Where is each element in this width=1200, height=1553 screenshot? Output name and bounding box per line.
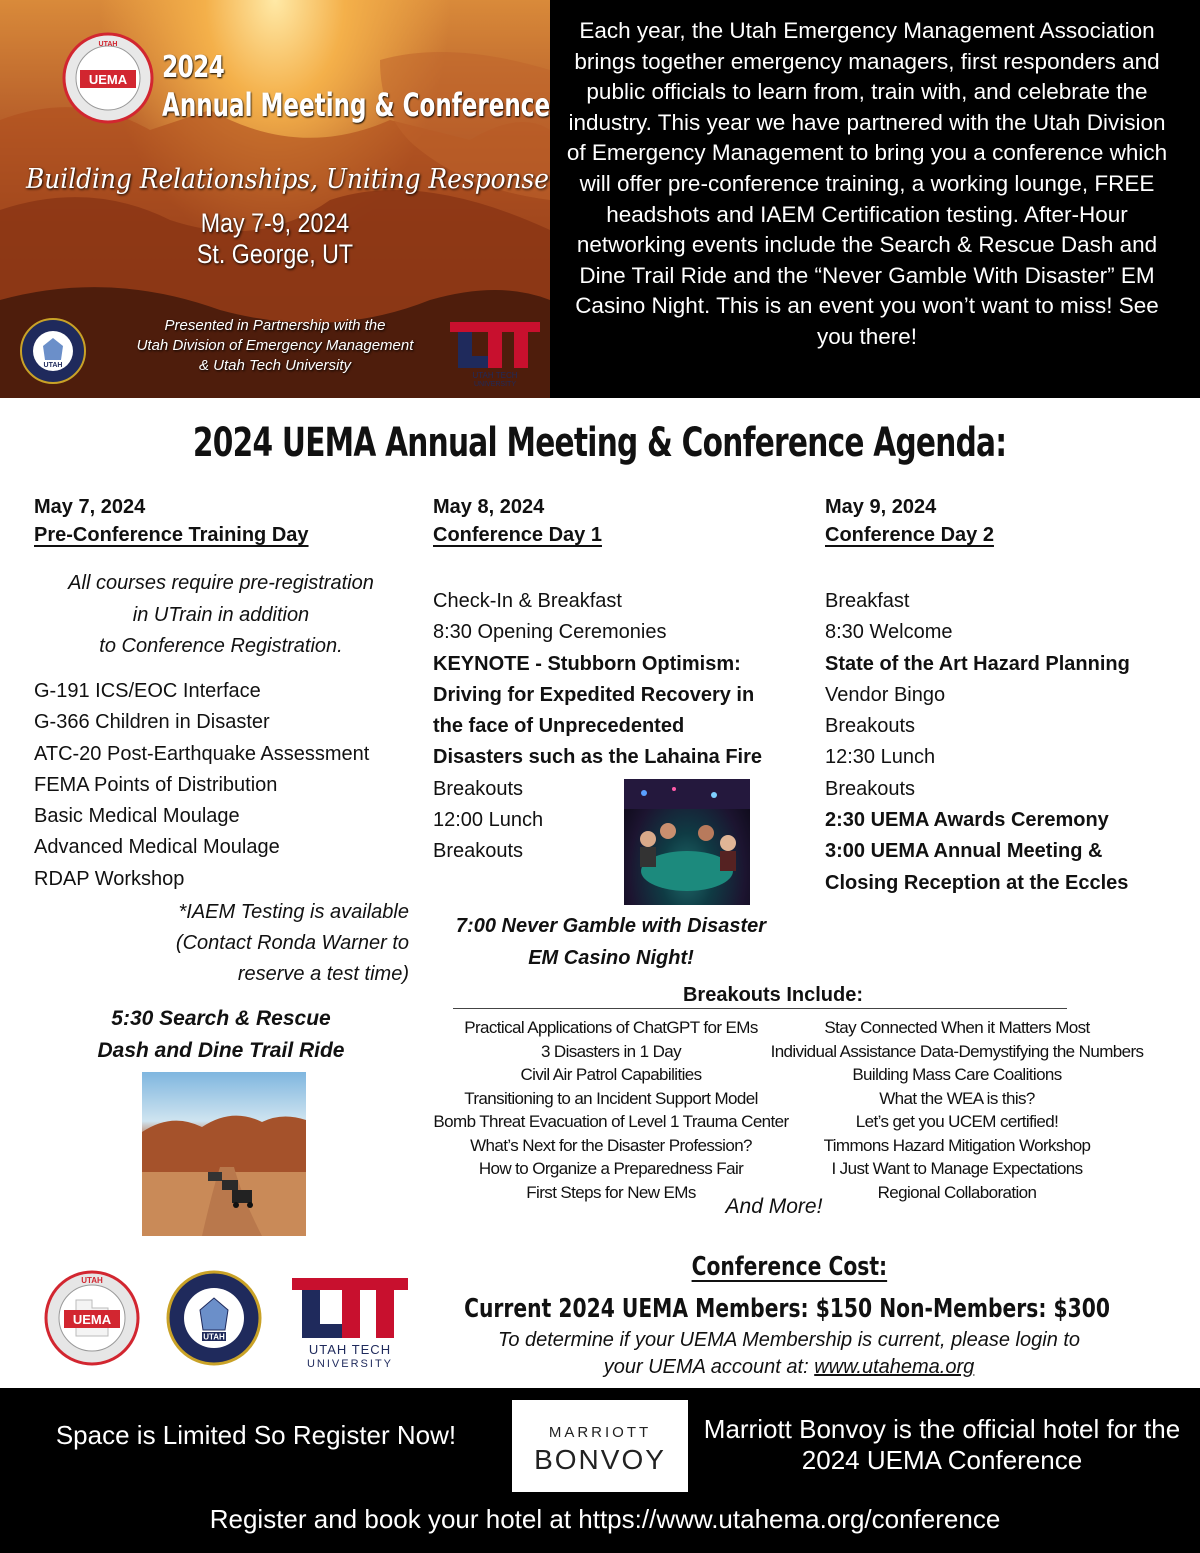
day2-title: Conference Day 1 (433, 524, 602, 546)
day2-date: May 8, 2024 (433, 496, 545, 518)
day1-course-list (34, 676, 369, 895)
day1-header (34, 494, 414, 550)
day3-title: Conference Day 2 (825, 524, 994, 546)
cost-title: Conference Cost: (691, 1252, 887, 1282)
hero-partnership (110, 316, 440, 376)
hero-dates-block (0, 208, 550, 270)
breakout-item: Transitioning to an Incident Support Model (464, 1089, 758, 1108)
breakout-item: Timmons Hazard Mitigation Workshop (823, 1136, 1091, 1155)
keynote-line: Driving for Expedited Recovery in (433, 683, 755, 706)
svg-text:UTAH TECH: UTAH TECH (308, 1342, 392, 1357)
partnership-line: Presented in Partnership with the (164, 317, 386, 334)
day1-registration-note: All courses require pre-registration in UTrain in addition to Conference Registration. (68, 572, 374, 657)
breakout-item: I Just Want to Manage Expectations (831, 1159, 1083, 1178)
casino-night-photo (624, 779, 750, 905)
list-item: ATC-20 Post-Earthquake Assessment (34, 742, 370, 765)
register-url-text[interactable]: Register and book your hotel at https://www.utahema.org/conference (209, 1504, 1001, 1534)
list-item: Basic Medical Moulage (34, 805, 240, 828)
hero-description: Each year, the Utah Emergency Management Association brings together emergency managers, first responders and public officials to learn from, train with, and celebrate the industry. This year we have partnered with the Utah Division of Emergency Management to bring you a conference which will offer pre-conference training, a working lounge, FREE headshots and IAEM Certification testing. After-Hour networking events include the Search & Rescue Dash and Dine Trail Ride and the “Never Gamble With Disaster” EM Casino Night. This is an event you won’t want to miss! See you there! (566, 18, 1168, 349)
keynote-line: KEYNOTE - Stubborn Optimism: (433, 652, 741, 675)
svg-text:UTAH: UTAH (43, 362, 63, 369)
hero-banner (0, 0, 1200, 398)
list-item: G-191 ICS/EOC Interface (34, 680, 261, 702)
day3-schedule (825, 586, 1130, 899)
day2-evening-event: 7:00 Never Gamble with Disaster EM Casino Night! (455, 915, 767, 969)
partnership-line: Utah Division of Emergency Management (136, 337, 414, 354)
membership-note: To determine if your UEMA Membership is current, please login to your UEMA account at: www.utahema.org (497, 1329, 1081, 1378)
day1-date: May 7, 2024 (34, 496, 146, 518)
hero-location: St. George, UT (196, 239, 354, 269)
trail-ride-photo (142, 1072, 306, 1236)
uema-logo (62, 32, 154, 124)
desert-sunset-image (0, 0, 550, 398)
breakout-item: Let’s get you UCEM certified! (855, 1112, 1059, 1131)
svg-text:UTAH: UTAH (98, 41, 118, 48)
list-item: FEMA Points of Distribution (34, 773, 278, 796)
breakout-item: What the WEA is this? (879, 1089, 1035, 1108)
svg-text:UTAH TECH: UTAH TECH (472, 371, 518, 380)
closing-line: 2:30 UEMA Awards Ceremony (825, 809, 1109, 832)
svg-text:UTAH: UTAH (203, 1332, 225, 1342)
keynote-line: the face of Unprecedented (433, 715, 685, 738)
list-item: RDAP Workshop (34, 867, 185, 890)
list-item: Vendor Bingo (825, 683, 946, 706)
closing-line: 3:00 UEMA Annual Meeting & (825, 840, 1103, 863)
breakout-item: 3 Disasters in 1 Day (540, 1042, 682, 1061)
utah-tech-logo (448, 316, 542, 388)
agenda-title: 2024 UEMA Annual Meeting & Conference Agenda: (193, 420, 1007, 466)
utahema-link[interactable]: www.utahema.org (814, 1356, 975, 1378)
breakout-item: Civil Air Patrol Capabilities (520, 1065, 702, 1084)
cost-prices: Current 2024 UEMA Members: $150 Non-Members: $300 (464, 1294, 1110, 1324)
list-item: Breakouts (825, 715, 916, 738)
register-now-text: Space is Limited So Register Now! (55, 1420, 457, 1450)
breakout-item: First Steps for New EMs (526, 1183, 696, 1202)
list-item: Breakouts (825, 777, 916, 800)
list-item: 8:30 Opening Ceremonies (433, 621, 667, 644)
list-item: 8:30 Welcome (825, 621, 953, 644)
list-item: Breakouts (433, 777, 524, 800)
svg-text:UEMA: UEMA (88, 72, 128, 87)
iaem-testing-note: *IAEM Testing is available (Contact Ronda Warner to reserve a test time) (175, 901, 409, 985)
svg-text:UNIVERSITY: UNIVERSITY (473, 381, 517, 388)
breakout-item: Building Mass Care Coalitions (852, 1065, 1062, 1084)
day1-title: Pre-Conference Training Day (34, 524, 309, 546)
keynote-line: Disasters such as the Lahaina Fire (433, 746, 763, 769)
breakouts-and-more: And More! (725, 1195, 823, 1218)
day2-header (433, 494, 813, 550)
day3-header (825, 494, 1195, 550)
hero-year: 2024 (162, 50, 225, 85)
list-item: Breakfast (825, 590, 910, 612)
hero-tagline: Building Relationships, Uniting Response (26, 164, 550, 195)
breakout-item: What’s Next for the Disaster Profession? (470, 1136, 752, 1155)
breakout-item: Individual Assistance Data-Demystifying the Numbers (770, 1042, 1144, 1061)
day1-evening-event: 5:30 Search & Rescue Dash and Dine Trail Ride (97, 1007, 345, 1062)
svg-text:UNIVERSITY: UNIVERSITY (306, 1358, 394, 1370)
day3-date: May 9, 2024 (825, 496, 937, 518)
list-item: 12:30 Lunch (825, 746, 936, 769)
breakout-item: Stay Connected When it Matters Most (824, 1018, 1090, 1037)
hero-conference-title: Annual Meeting & Conference (162, 86, 550, 124)
svg-text:UEMA: UEMA (72, 1312, 112, 1327)
breakout-item: Regional Collaboration (877, 1183, 1037, 1202)
list-item: 12:00 Lunch (433, 809, 544, 832)
list-item: Check-In & Breakfast (433, 590, 622, 612)
hero-dates: May 7-9, 2024 (200, 208, 350, 238)
breakouts-title: Breakouts Include: (682, 984, 864, 1006)
footer-bar (0, 1388, 1200, 1553)
breakout-item: Practical Applications of ChatGPT for EMs (464, 1018, 758, 1037)
list-item: Breakouts (433, 840, 524, 863)
partnership-line: & Utah Tech University (198, 357, 351, 374)
svg-text:UTAH: UTAH (81, 1276, 103, 1285)
marriott-bonvoy-logo: MARRIOTT BONVOY (512, 1400, 688, 1492)
list-item: G-366 Children in Disaster (34, 711, 270, 734)
list-item: Advanced Medical Moulage (34, 836, 280, 859)
breakouts-divider (453, 1008, 1067, 1009)
dps-logo (20, 318, 86, 384)
highlight-session: State of the Art Hazard Planning (825, 652, 1130, 675)
official-hotel-text: Marriott Bonvoy is the official hotel for the 2024 UEMA Conference (703, 1414, 1181, 1475)
closing-line: Closing Reception at the Eccles (825, 871, 1129, 894)
breakout-item: How to Organize a Preparedness Fair (478, 1159, 744, 1178)
breakout-item: Bomb Threat Evacuation of Level 1 Trauma Center (433, 1112, 789, 1131)
